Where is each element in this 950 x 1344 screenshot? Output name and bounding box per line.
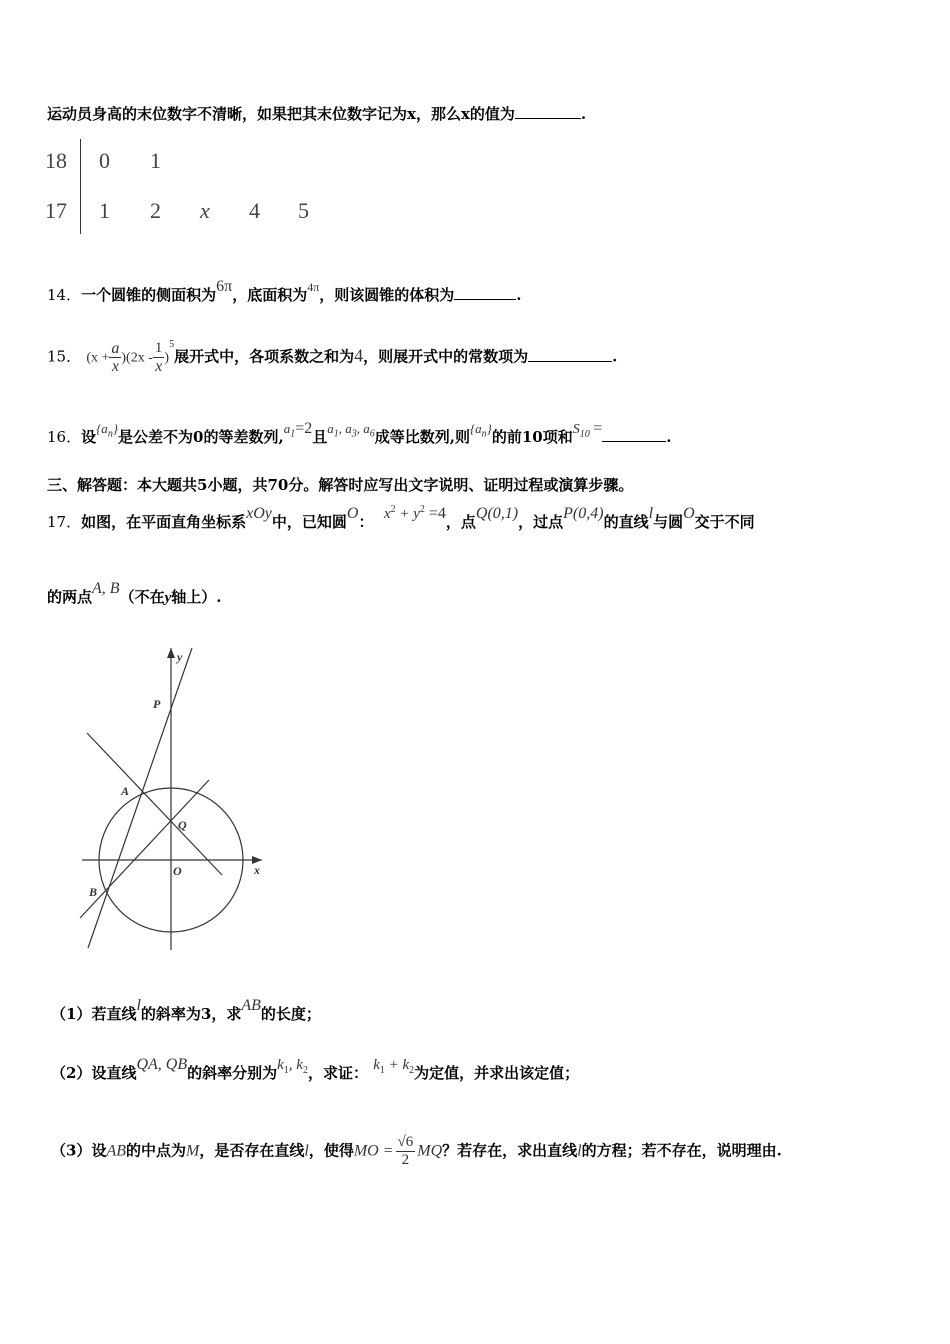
part-text: 的斜率分别为 bbox=[187, 1064, 278, 1082]
exponent: 5 bbox=[169, 338, 175, 350]
lines-qa-qb: QA, QB bbox=[136, 1056, 188, 1073]
denominator: 2 bbox=[401, 1152, 410, 1168]
answer-blank bbox=[602, 427, 666, 442]
line-qa bbox=[87, 733, 222, 875]
lateral-area: 6π bbox=[216, 278, 233, 295]
label-b: B bbox=[89, 885, 98, 899]
part-text: ，求证： bbox=[307, 1064, 368, 1082]
expr: (x + bbox=[86, 350, 110, 366]
expr-mo: MO = bbox=[353, 1142, 394, 1160]
label-o: O bbox=[173, 864, 182, 878]
point-q: Q(0,1) bbox=[475, 505, 519, 522]
sum-value: 4 bbox=[354, 345, 364, 366]
line-l: l bbox=[136, 997, 141, 1014]
points-ab: A, B bbox=[92, 580, 120, 597]
sub: 2 bbox=[409, 1065, 415, 1076]
section-header: 三、解答题：本大题共5小题，共70分。解答时应写出文字说明、证明过程或演算步骤。 bbox=[47, 476, 634, 494]
point-p: P(0,4) bbox=[563, 505, 604, 522]
sub: 6 bbox=[369, 428, 375, 440]
label-y: y bbox=[177, 650, 183, 664]
var: x bbox=[383, 506, 391, 522]
part-1 bbox=[51, 997, 321, 1024]
line-l: l bbox=[577, 1142, 582, 1160]
q17-text: （不在 bbox=[119, 588, 165, 606]
leaf: 1 bbox=[150, 148, 161, 173]
q17-text: 交于不同 bbox=[694, 513, 755, 531]
slope: + k bbox=[384, 1057, 410, 1073]
q17-text: ： bbox=[358, 513, 374, 531]
part-text: 的中点为 bbox=[126, 1141, 187, 1160]
intro-line bbox=[47, 103, 586, 124]
sub: 3 bbox=[351, 428, 357, 440]
label-x: x bbox=[254, 863, 260, 877]
var: + y bbox=[395, 506, 420, 522]
term: a bbox=[283, 421, 291, 436]
slope: k bbox=[373, 1057, 380, 1073]
var-y: y bbox=[164, 590, 172, 606]
seq: } bbox=[486, 421, 492, 436]
numerator: 1 bbox=[154, 340, 163, 356]
part-text: 设 bbox=[91, 1141, 107, 1160]
sub: 1 bbox=[379, 1065, 385, 1076]
part-text: 若直线 bbox=[91, 1005, 137, 1023]
value: =4 bbox=[424, 505, 446, 522]
slope: , k bbox=[288, 1057, 303, 1073]
leaf: 0 bbox=[99, 148, 110, 173]
sub: 10 bbox=[579, 428, 590, 440]
q16-text: 且 bbox=[312, 428, 328, 446]
term: , a bbox=[338, 421, 352, 436]
segment-ab: AB bbox=[241, 997, 261, 1014]
term: a bbox=[327, 421, 334, 436]
q16-text: 成等比数列,则 bbox=[374, 428, 470, 446]
value: =2 bbox=[295, 420, 313, 437]
part-text: ，是否存在直线 bbox=[199, 1141, 305, 1160]
denominator: x bbox=[155, 358, 163, 375]
period: . bbox=[580, 105, 587, 123]
q14-text: ，则该圆锥的体积为 bbox=[319, 286, 455, 304]
part-number: （1） bbox=[51, 1005, 92, 1023]
numerator: √6 bbox=[397, 1134, 414, 1150]
leaf: 1 bbox=[99, 198, 110, 223]
sub: 1 bbox=[333, 428, 339, 440]
label-q: Q bbox=[178, 818, 187, 832]
answer-blank bbox=[528, 347, 612, 362]
coord-system: xOy bbox=[246, 505, 272, 522]
part-text: ？若存在，求出直线 bbox=[442, 1141, 578, 1160]
leaf: 4 bbox=[249, 198, 260, 223]
q14-text: 一个圆锥的侧面积为 bbox=[81, 286, 217, 304]
sub: 1 bbox=[283, 1065, 289, 1076]
fraction-sqrt6-over-2 bbox=[396, 1134, 416, 1169]
q16-text: 是公差不为0的等差数列, bbox=[118, 428, 284, 446]
q15-text: ，则展开式中的常数项为 bbox=[363, 347, 529, 366]
sup: 2 bbox=[390, 504, 396, 515]
leaf: 5 bbox=[298, 198, 309, 223]
expr: )(2x - bbox=[121, 350, 153, 366]
geometry-figure bbox=[75, 640, 275, 960]
answer-blank bbox=[515, 104, 581, 119]
stemplot-divider bbox=[80, 139, 81, 234]
question-17-cont bbox=[47, 580, 222, 607]
slope: k bbox=[277, 1057, 284, 1073]
leaf: 2 bbox=[150, 198, 161, 223]
y-arrow bbox=[167, 648, 175, 658]
stem-17: 17 bbox=[45, 198, 67, 223]
numerator: a bbox=[111, 340, 120, 357]
part-number: （2） bbox=[51, 1064, 92, 1082]
q17-text: 的两点 bbox=[47, 588, 93, 606]
q17-text: 与圆 bbox=[653, 513, 684, 531]
sum-symbol: S bbox=[572, 422, 580, 437]
part-2 bbox=[51, 1056, 580, 1085]
q17-text: 中，已知圆 bbox=[271, 513, 347, 531]
question-16 bbox=[47, 420, 672, 449]
q17-text: ，点 bbox=[445, 513, 476, 531]
part-text: ，使得 bbox=[308, 1141, 354, 1160]
period: . bbox=[516, 286, 522, 304]
line-l: l bbox=[304, 1142, 309, 1160]
expr-mq: MQ bbox=[417, 1142, 443, 1160]
sub: 1 bbox=[290, 428, 296, 440]
sup: 2 bbox=[419, 504, 425, 515]
q16-text: 的前10项和 bbox=[491, 428, 573, 446]
intro-text: 运动员身高的末位数字不清晰，如果把其末位数字记为x，那么x的值为 bbox=[47, 105, 515, 123]
question-number: 17． bbox=[47, 513, 82, 531]
part-text: 的方程；若不存在，说明理由. bbox=[581, 1141, 782, 1160]
expr: ) bbox=[164, 350, 170, 366]
q17-text: 轴上）. bbox=[171, 588, 222, 606]
equals: = bbox=[593, 420, 603, 437]
q14-text: ，底面积为 bbox=[232, 286, 308, 304]
seq: {a bbox=[469, 421, 482, 436]
seq: {a bbox=[96, 421, 108, 436]
line-l: l bbox=[648, 505, 654, 522]
question-number: 16． bbox=[47, 428, 82, 446]
label-a: A bbox=[121, 784, 130, 798]
midpoint-m: M bbox=[186, 1142, 200, 1160]
question-17 bbox=[47, 504, 755, 532]
fraction-1-over-x bbox=[153, 340, 165, 375]
q17-text: ，过点 bbox=[518, 513, 564, 531]
part-text: 为定值，并求出该定值； bbox=[414, 1064, 580, 1082]
fraction-a-over-x bbox=[109, 340, 121, 375]
part-text: 设直线 bbox=[91, 1064, 137, 1082]
label-p: P bbox=[153, 697, 161, 711]
line-l bbox=[88, 648, 192, 948]
part-number: （3） bbox=[51, 1141, 92, 1160]
circle-name: O bbox=[683, 505, 695, 522]
part-text: 的长度； bbox=[260, 1005, 321, 1023]
sub: n bbox=[481, 428, 487, 440]
question-number: 15． bbox=[47, 347, 82, 366]
question-14 bbox=[47, 278, 522, 305]
q17-text: 如图，在平面直角坐标系 bbox=[81, 513, 247, 531]
sub: n bbox=[107, 428, 113, 440]
period: . bbox=[612, 347, 618, 366]
sub: 2 bbox=[302, 1065, 308, 1076]
denominator: x bbox=[111, 358, 119, 375]
answer-blank bbox=[454, 285, 516, 300]
part-3 bbox=[51, 1134, 782, 1169]
q16-text: 设 bbox=[81, 428, 97, 446]
period: . bbox=[666, 428, 672, 446]
q17-text: 的直线 bbox=[603, 513, 649, 531]
seq: } bbox=[112, 421, 119, 436]
term: , a bbox=[356, 421, 370, 436]
question-number: 14． bbox=[47, 286, 82, 304]
stem-18: 18 bbox=[45, 148, 67, 173]
leaf-x: x bbox=[200, 198, 210, 223]
segment-ab: AB bbox=[106, 1142, 126, 1160]
q15-text: 展开式中，各项系数之和为 bbox=[174, 347, 355, 366]
circle-name: O bbox=[346, 505, 359, 522]
part-text: 的斜率为3，求 bbox=[140, 1005, 242, 1023]
base-area: 4π bbox=[307, 280, 320, 294]
question-15 bbox=[47, 340, 617, 375]
